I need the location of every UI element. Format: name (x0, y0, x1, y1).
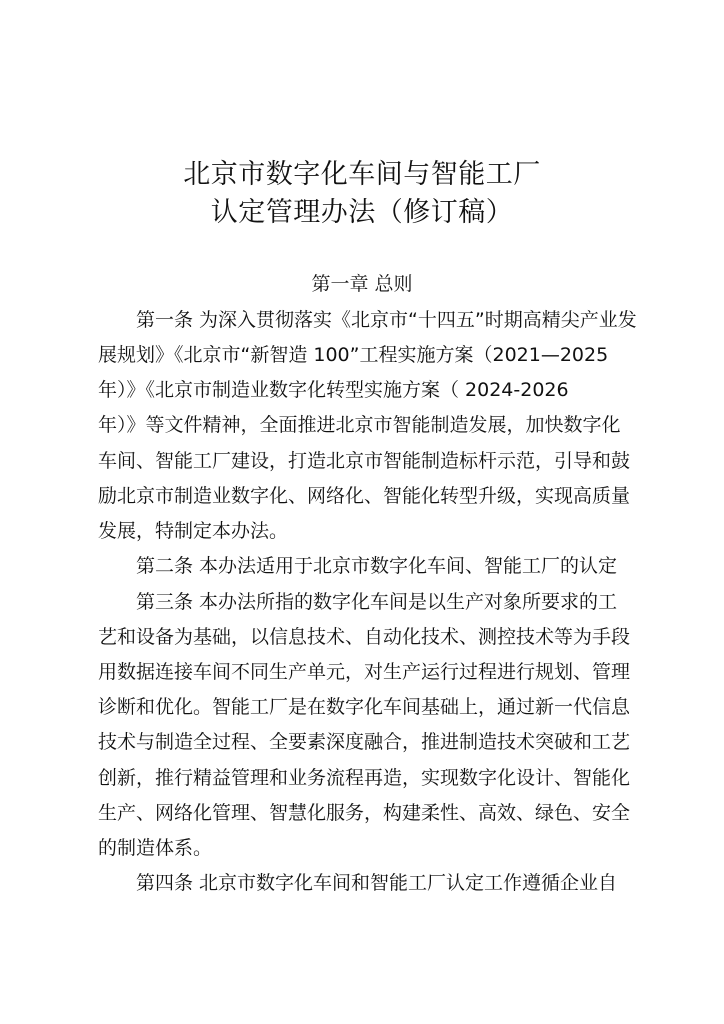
body-line: 生产、网络化管理、智慧化服务，构建柔性、高效、绿色、安全 (98, 802, 631, 824)
body-line: 展规划》《北京市“新智造 100”工程实施方案（2021—2025 (98, 344, 609, 366)
body-line: 艺和设备为基础，以信息技术、自动化技术、测控技术等为手段 (98, 626, 631, 648)
body-line: 的制造体系。 (98, 837, 213, 859)
body-line: 发展，特制定本办法。 (98, 520, 289, 542)
body-line: 第四条 北京市数字化车间和智能工厂认定工作遵循企业自 (136, 872, 618, 894)
body-line: 用数据连接车间不同生产单元，对生产运行过程进行规划、管理 (98, 661, 631, 683)
body-line: 技术与制造全过程、全要素深度融合，推进制造技术突破和工艺 (98, 731, 631, 753)
body-line: 创新，推行精益管理和业务流程再造，实现数字化设计、智能化 (98, 767, 631, 789)
body-line: 励北京市制造业数字化、网络化、智能化转型升级，实现高质量 (98, 485, 631, 507)
document-title-line-1: 北京市数字化车间与智能工厂 (183, 159, 541, 190)
body-line: 第一条 为深入贯彻落实《北京市“十四五”时期高精尖产业发 (136, 309, 637, 331)
body-line: 车间、智能工厂建设，打造北京市智能制造标杆示范，引导和鼓 (98, 450, 631, 472)
chapter-heading: 第一章 总则 (311, 273, 413, 295)
body-line: 第三条 本办法所指的数字化车间是以生产对象所要求的工 (136, 591, 618, 613)
body-line: 诊断和优化。智能工厂是在数字化车间基础上，通过新一代信息 (98, 696, 631, 718)
document-title-line-2: 认定管理办法（修订稿） (210, 197, 514, 228)
body-line: 第二条 本办法适用于北京市数字化车间、智能工厂的认定 (136, 555, 618, 577)
body-line: 年）》等文件精神，全面推进北京市智能制造发展，加快数字化 (98, 414, 621, 436)
body-line: 年）》《北京市制造业数字化转型实施方案（ 2024-2026 (98, 379, 569, 401)
